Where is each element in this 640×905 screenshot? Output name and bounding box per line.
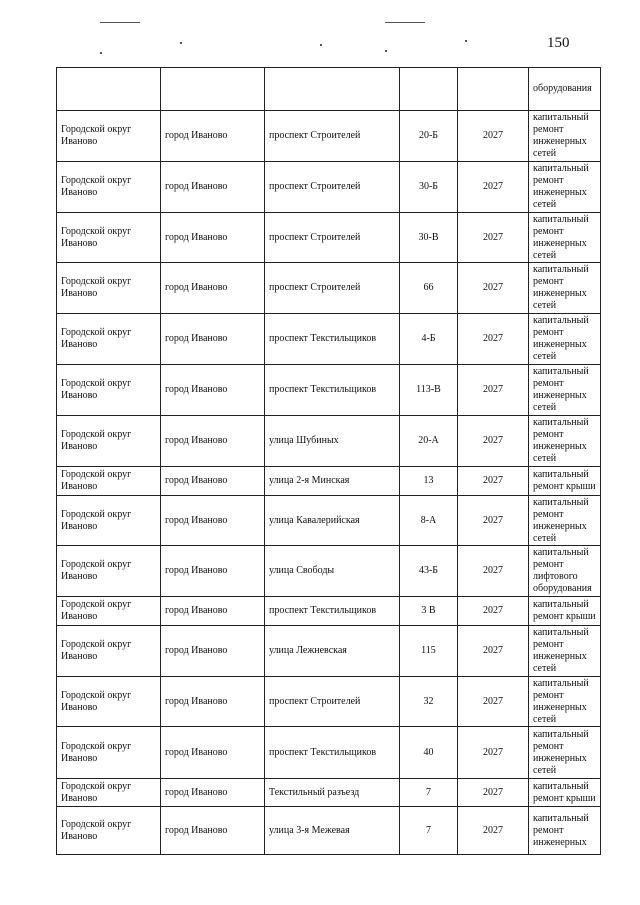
cell-settlement: город Иваново bbox=[161, 416, 265, 467]
cell-house-number: 43-Б bbox=[400, 546, 458, 597]
scan-artifact-line bbox=[100, 22, 140, 23]
cell-municipality: Городской округ Иваново bbox=[57, 162, 161, 213]
cell-municipality: Городской округ Иваново bbox=[57, 263, 161, 314]
cell-street: улица Свободы bbox=[265, 546, 400, 597]
cell-year: 2027 bbox=[458, 263, 529, 314]
scan-artifact-line bbox=[385, 22, 425, 23]
table-row bbox=[57, 626, 601, 677]
cell-work-type: капитальный ремонт лифтового оборудования bbox=[529, 546, 601, 597]
table-row bbox=[57, 162, 601, 213]
cell-work-type: капитальный ремонт инженерных сетей bbox=[529, 365, 601, 416]
scan-artifact-dot bbox=[100, 52, 102, 54]
cell-settlement: город Иваново bbox=[161, 597, 265, 626]
cell-settlement: город Иваново bbox=[161, 162, 265, 213]
table-row bbox=[57, 546, 601, 597]
cell-year: 2027 bbox=[458, 314, 529, 365]
cell-settlement: город Иваново bbox=[161, 467, 265, 496]
cell-house-number: 30-В bbox=[400, 213, 458, 263]
table-row bbox=[57, 597, 601, 626]
table-row bbox=[57, 727, 601, 779]
cell-municipality: Городской округ Иваново bbox=[57, 727, 161, 779]
cell-municipality: Городской округ Иваново bbox=[57, 213, 161, 263]
cell-work-type: капитальный ремонт инженерных сетей bbox=[529, 162, 601, 213]
table-row bbox=[57, 496, 601, 546]
cell-municipality: Городской округ Иваново bbox=[57, 677, 161, 727]
cell-year: 2027 bbox=[458, 677, 529, 727]
cell-settlement: город Иваново bbox=[161, 626, 265, 677]
cell-year: 2027 bbox=[458, 597, 529, 626]
cell-municipality: Городской округ Иваново bbox=[57, 807, 161, 855]
cell-street: улица Шубиных bbox=[265, 416, 400, 467]
cell-year: 2027 bbox=[458, 779, 529, 807]
cell-settlement: город Иваново bbox=[161, 677, 265, 727]
cell-empty bbox=[57, 68, 161, 111]
cell-street: проспект Текстильщиков bbox=[265, 727, 400, 779]
scan-artifact-dot bbox=[385, 50, 387, 52]
table-row bbox=[57, 779, 601, 807]
cell-street: проспект Строителей bbox=[265, 213, 400, 263]
cell-municipality: Городской округ Иваново bbox=[57, 365, 161, 416]
cell-work-type: капитальный ремонт инженерных сетей bbox=[529, 416, 601, 467]
cell-house-number: 3 В bbox=[400, 597, 458, 626]
cell-settlement: город Иваново bbox=[161, 546, 265, 597]
cell-street: улица 3-я Межевая bbox=[265, 807, 400, 855]
cell-street: Текстильный разъезд bbox=[265, 779, 400, 807]
scan-artifact-dot bbox=[465, 40, 467, 42]
cell-street: проспект Текстильщиков bbox=[265, 365, 400, 416]
cell-house-number: 30-Б bbox=[400, 162, 458, 213]
cell-municipality: Городской округ Иваново bbox=[57, 416, 161, 467]
cell-municipality: Городской округ Иваново bbox=[57, 546, 161, 597]
cell-year: 2027 bbox=[458, 416, 529, 467]
cell-municipality: Городской округ Иваново bbox=[57, 779, 161, 807]
cell-year: 2027 bbox=[458, 467, 529, 496]
cell-year: 2027 bbox=[458, 213, 529, 263]
cell-house-number: 20-Б bbox=[400, 111, 458, 162]
cell-work-type: капитальный ремонт инженерных сетей bbox=[529, 626, 601, 677]
table-row bbox=[57, 213, 601, 263]
cell-settlement: город Иваново bbox=[161, 263, 265, 314]
cell-empty bbox=[400, 68, 458, 111]
table-row bbox=[57, 365, 601, 416]
cell-settlement: город Иваново bbox=[161, 213, 265, 263]
cell-work-type: капитальный ремонт крыши bbox=[529, 597, 601, 626]
cell-house-number: 7 bbox=[400, 779, 458, 807]
page-number: 150 bbox=[547, 35, 570, 51]
cell-year: 2027 bbox=[458, 162, 529, 213]
cell-year: 2027 bbox=[458, 626, 529, 677]
cell-street: улица 2-я Минская bbox=[265, 467, 400, 496]
scan-artifact-dot bbox=[180, 42, 182, 44]
repair-schedule-table bbox=[56, 67, 601, 855]
scan-artifact-dot bbox=[320, 44, 322, 46]
cell-settlement: город Иваново bbox=[161, 314, 265, 365]
cell-street: проспект Строителей bbox=[265, 263, 400, 314]
cell-municipality: Городской округ Иваново bbox=[57, 314, 161, 365]
cell-settlement: город Иваново bbox=[161, 365, 265, 416]
table-row bbox=[57, 314, 601, 365]
cell-street: проспект Строителей bbox=[265, 111, 400, 162]
cell-work-type: капитальный ремонт инженерных сетей bbox=[529, 677, 601, 727]
cell-house-number: 13 bbox=[400, 467, 458, 496]
cell-municipality: Городской округ Иваново bbox=[57, 111, 161, 162]
cell-house-number: 4-Б bbox=[400, 314, 458, 365]
cell-street: проспект Строителей bbox=[265, 677, 400, 727]
cell-year: 2027 bbox=[458, 727, 529, 779]
cell-work-type: капитальный ремонт инженерных сетей bbox=[529, 111, 601, 162]
cell-work-type: капитальный ремонт инженерных сетей bbox=[529, 263, 601, 314]
cell-street: улица Кавалерийская bbox=[265, 496, 400, 546]
cell-settlement: город Иваново bbox=[161, 111, 265, 162]
cell-house-number: 113-В bbox=[400, 365, 458, 416]
cell-work-type: оборудования bbox=[529, 68, 601, 111]
cell-settlement: город Иваново bbox=[161, 727, 265, 779]
cell-settlement: город Иваново bbox=[161, 807, 265, 855]
table-row bbox=[57, 416, 601, 467]
cell-street: проспект Текстильщиков bbox=[265, 314, 400, 365]
cell-work-type: капитальный ремонт инженерных сетей bbox=[529, 496, 601, 546]
cell-work-type: капитальный ремонт инженерных сетей bbox=[529, 727, 601, 779]
cell-year: 2027 bbox=[458, 496, 529, 546]
cell-work-type: капитальный ремонт крыши bbox=[529, 467, 601, 496]
cell-settlement: город Иваново bbox=[161, 779, 265, 807]
cell-house-number: 7 bbox=[400, 807, 458, 855]
table-row bbox=[57, 677, 601, 727]
cell-house-number: 40 bbox=[400, 727, 458, 779]
cell-house-number: 20-А bbox=[400, 416, 458, 467]
table-row bbox=[57, 263, 601, 314]
cell-year: 2027 bbox=[458, 111, 529, 162]
cell-house-number: 8-А bbox=[400, 496, 458, 546]
cell-house-number: 115 bbox=[400, 626, 458, 677]
cell-house-number: 66 bbox=[400, 263, 458, 314]
continued-row bbox=[57, 68, 601, 111]
cell-municipality: Городской округ Иваново bbox=[57, 496, 161, 546]
cell-street: проспект Строителей bbox=[265, 162, 400, 213]
cell-year: 2027 bbox=[458, 546, 529, 597]
cell-year: 2027 bbox=[458, 365, 529, 416]
cell-empty bbox=[161, 68, 265, 111]
cell-work-type: капитальный ремонт инженерных сетей bbox=[529, 314, 601, 365]
cell-work-type: капитальный ремонт инженерных сетей bbox=[529, 213, 601, 263]
cell-empty bbox=[458, 68, 529, 111]
cell-year: 2027 bbox=[458, 807, 529, 855]
cell-municipality: Городской округ Иваново bbox=[57, 467, 161, 496]
cell-work-type: капитальный ремонт крыши bbox=[529, 779, 601, 807]
cell-work-type: капитальный ремонт инженерных bbox=[529, 807, 601, 855]
cell-house-number: 32 bbox=[400, 677, 458, 727]
cell-empty bbox=[265, 68, 400, 111]
cell-street: проспект Текстильщиков bbox=[265, 597, 400, 626]
cell-municipality: Городской округ Иваново bbox=[57, 597, 161, 626]
table-row bbox=[57, 467, 601, 496]
cell-municipality: Городской округ Иваново bbox=[57, 626, 161, 677]
cell-street: улица Лежневская bbox=[265, 626, 400, 677]
table-row bbox=[57, 111, 601, 162]
table-row bbox=[57, 807, 601, 855]
cell-settlement: город Иваново bbox=[161, 496, 265, 546]
